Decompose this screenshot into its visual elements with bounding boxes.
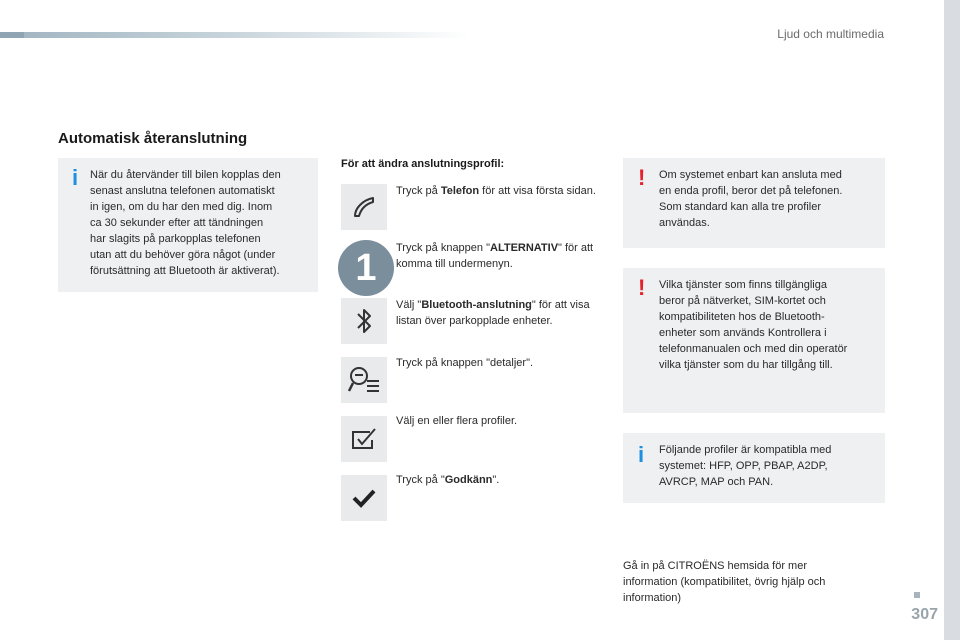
step-5-text: Välj en eller flera profiler. <box>396 415 518 427</box>
warning-box-text <box>659 277 881 373</box>
chapter-title: Ljud och multimedia <box>777 27 884 41</box>
info-line: senast anslutna telefonen automatiskt <box>90 185 275 197</box>
footer-line: Gå in på CITROËNS hemsida för mer <box>623 560 808 572</box>
info-box-reconnect <box>58 158 318 292</box>
bluetooth-icon <box>341 298 387 344</box>
info-line: förutsättning att Bluetooth är aktiverat). <box>90 265 280 277</box>
warning-line: beror på nätverket, SIM-kortet och <box>659 295 826 307</box>
step-1-text: Tryck på Telefon för att visa första sidan. <box>396 185 596 197</box>
info-line: har slagits på parkopplas telefonen <box>90 233 261 245</box>
warning-line: vilka tjänster som du har tillgång till. <box>659 359 833 371</box>
info-line: När du återvänder till bilen kopplas den <box>90 169 281 181</box>
warning-line: användas. <box>659 217 710 229</box>
warning-box-profile <box>623 158 885 248</box>
info-line: systemet: HFP, OPP, PBAP, A2DP, <box>659 460 828 472</box>
footer-line: information (kompatibilitet, övrig hjälp och <box>623 576 826 588</box>
page-edge-strip <box>944 0 960 640</box>
warning-line: Om systemet enbart kan ansluta med <box>659 169 842 181</box>
info-box-text <box>90 167 314 279</box>
step-4-text: Tryck på knappen "detaljer". <box>396 357 534 369</box>
step-number-badge: 1 <box>338 240 394 296</box>
warning-line: en enda profil, beror det på telefonen. <box>659 185 843 197</box>
header-decor-bar <box>0 32 470 38</box>
warning-line: kompatibiliteten hos de Bluetooth- <box>659 311 825 323</box>
warning-icon: ! <box>638 275 646 300</box>
info-box-text <box>659 442 881 490</box>
page-marker <box>914 592 920 598</box>
warning-line: telefonmanualen och med din operatör <box>659 343 848 355</box>
info-line: AVRCP, MAP och PAN. <box>659 476 774 488</box>
info-line: ca 30 sekunder efter att tändningen <box>90 217 264 229</box>
page-number: 307 <box>911 606 938 623</box>
warning-line: enheter som används Kontrollera i <box>659 327 827 339</box>
warning-line: Som standard kan alla tre profiler <box>659 201 822 213</box>
warning-line: Vilka tjänster som finns tillgängliga <box>659 279 827 291</box>
step-2-text: Tryck på knappen "ALTERNATIV" för att komma till undermenyn. <box>396 242 594 270</box>
info-line: utan att du behöver göra något (under <box>90 249 276 261</box>
header-decor-accent <box>0 32 24 38</box>
step-6-text: Tryck på "Godkänn". <box>396 474 500 486</box>
steps-heading: För att ändra anslutningsprofil: <box>341 158 505 170</box>
phone-icon <box>341 184 387 230</box>
section-title: Automatisk återanslutning <box>58 130 248 147</box>
info-icon: i <box>638 442 645 467</box>
info-box-profiles <box>623 433 885 503</box>
warning-box-services <box>623 268 885 413</box>
step-3-text: Välj "Bluetooth-anslutning" för att visa listan över parkopplade enheter. <box>396 299 590 327</box>
info-line: Följande profiler är kompatibla med <box>659 444 832 456</box>
footer-note <box>623 558 873 606</box>
info-icon: i <box>72 165 79 190</box>
warning-box-text <box>659 167 881 231</box>
info-line: in igen, om du har den med dig. Inom <box>90 201 273 213</box>
details-icon <box>341 357 387 403</box>
checkbox-icon <box>341 416 387 462</box>
checkmark-icon <box>341 475 387 521</box>
warning-icon: ! <box>638 165 646 190</box>
footer-line: information) <box>623 592 682 604</box>
